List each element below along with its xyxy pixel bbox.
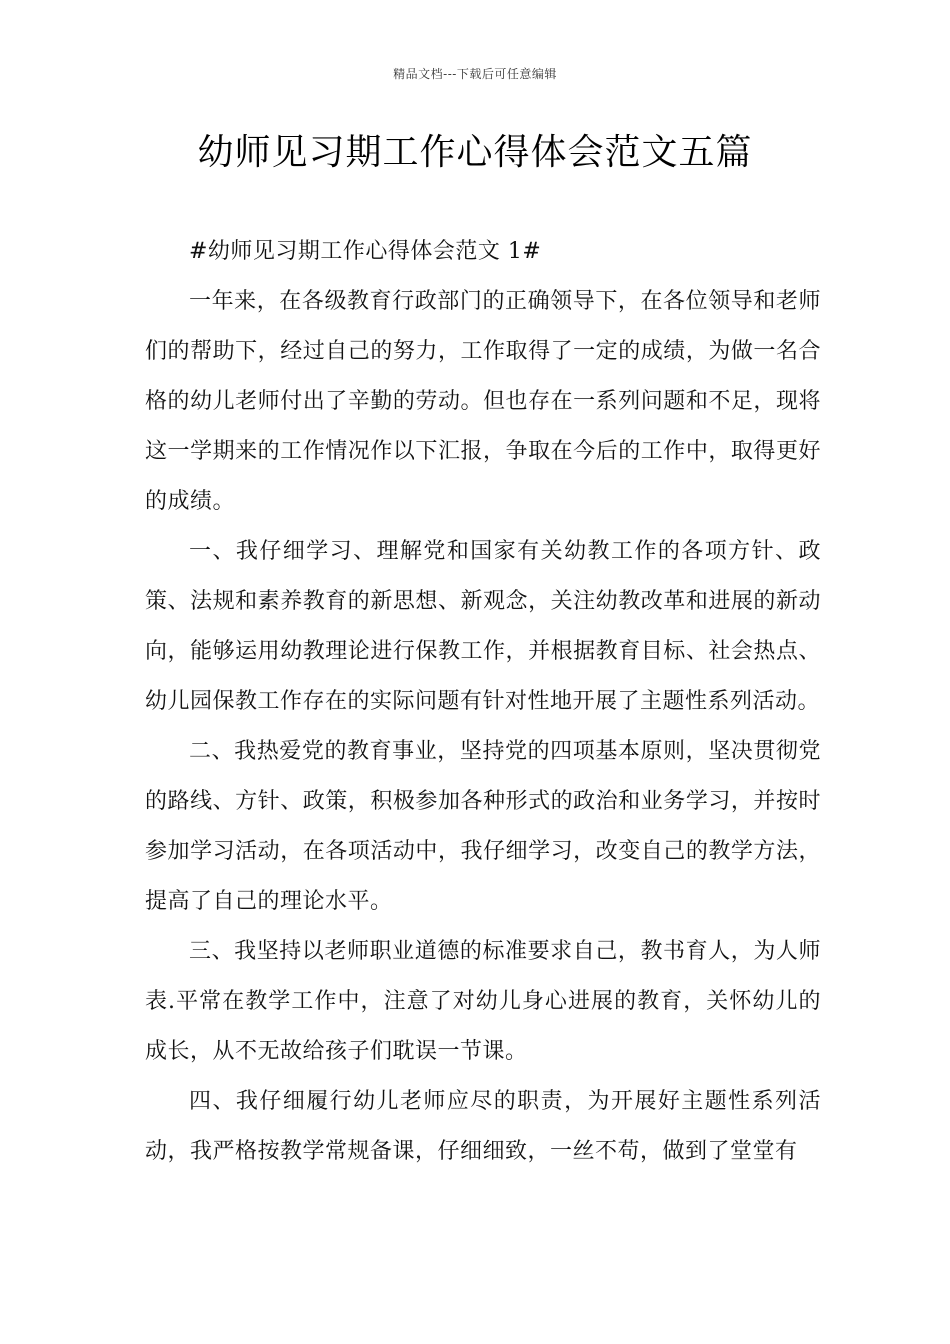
document-title: 幼师见习期工作心得体会范文五篇 [197, 132, 753, 173]
document-body [145, 227, 821, 1177]
paragraph: 四、我仔细履行幼儿老师应尽的职责，为开展好主题性系列活动，我严格按教学常规备课，仔细细致，一丝不苟，做到了堂堂有 [145, 1089, 821, 1164]
paragraph: 二、我热爱党的教育事业，坚持党的四项基本原则，坚决贯彻党的路线、方针、政策，积极参加各种形式的政治和业务学习，并按时参加学习活动，在各项活动中，我仔细学习，改变自己的教学方法，提高了自己的理论水平。 [145, 739, 821, 914]
paragraph: 三、我坚持以老师职业道德的标准要求自己，教书育人，为人师表.平常在教学工作中，注意了对幼儿身心进展的教育，关怀幼儿的成长，从不无故给孩子们耽误一节课。 [145, 939, 821, 1064]
paragraph: 一年来，在各级教育行政部门的正确领导下，在各位领导和老师们的帮助下，经过自己的努力，工作取得了一定的成绩，为做一名合格的幼儿老师付出了辛勤的劳动。但也存在一系列问题和不足，现将这一学期来的工作情况作以下汇报，争取在今后的工作中，取得更好的成绩。 [145, 289, 821, 514]
paragraph: 一、我仔细学习、理解党和国家有关幼教工作的各项方针、政策、法规和素养教育的新思想、新观念，关注幼教改革和进展的新动向，能够运用幼教理论进行保教工作，并根据教育目标、社会热点、幼儿园保教工作存在的实际问题有针对性地开展了主题性系列活动。 [145, 539, 821, 714]
header-note: 精品文档---下载后可任意编辑 [393, 67, 557, 81]
section-heading: #幼师见习期工作心得体会范文 1# [189, 239, 542, 264]
